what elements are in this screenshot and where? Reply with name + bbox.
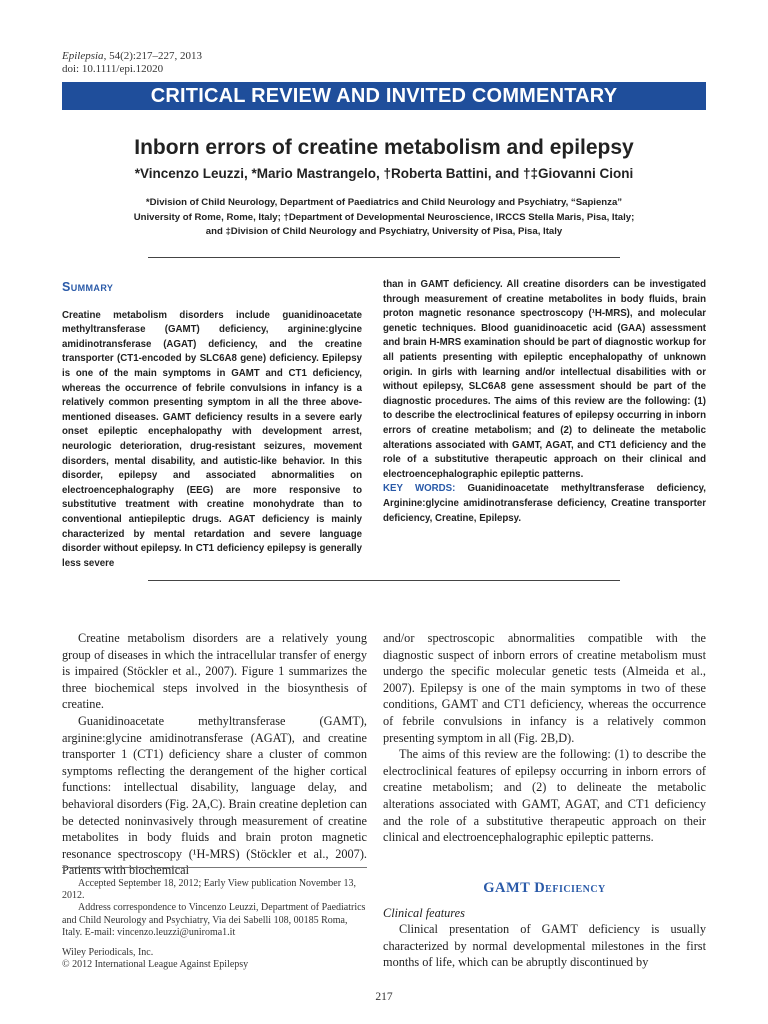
paragraph: Clinical presentation of GAMT deficiency is usually characterized by normal developmental milestones in the first months of life, which can be abruptly discontinued by	[383, 922, 706, 970]
journal-reference	[62, 50, 202, 76]
article-title: Inborn errors of creatine metabolism and epilepsy	[134, 136, 634, 159]
affiliation-line: *Division of Child Neurology, Department of Paediatrics and Child Neurology and Psychiatry, “Sapienza”	[145, 197, 623, 208]
doi: doi: 10.1111/epi.12020	[62, 63, 164, 75]
summary-heading: Summary	[62, 280, 114, 294]
section-banner: CRITICAL REVIEW AND INVITED COMMENTARY	[62, 82, 706, 110]
keywords	[383, 482, 706, 526]
footnote-divider	[62, 867, 367, 868]
paragraph: Guanidinoacetate methyltransferase (GAMT), arginine:glycine amidinotransferase (AGAT), and creatine transporter 1 (CT1) deficiency share a cluster of common symptoms reflecting the derangement of the higher cortical functions: intellectual disability, language delay, and behavioral disorders (Fig. 2A,C). Brain creatine depletion can be detected noninvasively through measurement of creatine metabolites in body fluids and brain proton magnetic resonance spectroscopy (¹H-MRS) (Stöckler et al., 2007). Patients with biochemical	[62, 713, 367, 878]
body-left-column	[62, 630, 367, 879]
affiliation-line: University of Rome, Rome, Italy; †Department of Developmental Neuroscience, IRCCS Stella Maris, Pisa, Italy;	[133, 211, 635, 223]
summary-left-column	[62, 280, 362, 571]
keywords-text: Guanidinoacetate methyltransferase deficiency, Arginine:glycine amidinotransferase deficiency, Creatine transporter deficiency, Creatine, Epilepsy.	[383, 483, 706, 524]
subsection-heading: Clinical features	[383, 906, 465, 920]
summary-text: Creatine metabolism disorders include guanidinoacetate methyltransferase (GAMT) deficiency, arginine:glycine amidinotransferase (AGAT) deficiency, and the creatine transporter (CT1-encoded by SLC6A8 gene) deficiency. Epilepsy is one of the main symptoms in GAMT and CT1 deficiency, whereas the occurrence of febrile convulsions in infancy is a relatively common presenting symptom in all the three above-mentioned diseases. GAMT deficiency results in a severe early onset epileptic encephalopathy with development arrest, neurologic deterioration, drug-resistant seizures, movement disorders, mental disability, and autistic-like behavior. In this disorder, epilepsy and associated abnormalities on electroencephalography (EEG) are more responsive to substitutive treatment with creatine monohydrate than to conventional antiepileptic drugs. AGAT deficiency is mainly characterized by mental retardation and severe language disorder without epilepsy. In CT1 deficiency epilepsy is generally less severe	[62, 309, 362, 569]
divider	[148, 580, 620, 581]
footnote-publisher: Wiley Periodicals, Inc.	[62, 947, 154, 959]
summary-text: than in GAMT deficiency. All creatine disorders can be investigated through measurement of creatine metabolites in body fluids, brain proton magnetic resonance spectroscopy (¹H-MRS), and molecular genetic techniques. Blood guanidinoacetic acid (GAA) assessment and brain H-MRS examination should be part of diagnostic workup for all patients presenting with epileptic encephalopathy of unknown origin. In girls with learning and/or intellectual disabilities with or without epilepsy, SLC6A8 gene assessment should be part of the diagnostic procedures. The aims of this review are the following: (1) to describe the electroclinical features of epilepsy occurring in inborn errors of creatine metabolism; and (2) to delineate the metabolic alterations associated with GAMT, AGAT, and CT1 deficiency and the role of a substitutive therapeutic approach on their clinical and electroencephalographic epileptic patterns.	[383, 279, 706, 480]
paragraph: The aims of this review are the following: (1) to describe the electroclinical features of epilepsy occurring in inborn errors of creatine metabolism; and (2) to delineate the metabolic alterations associated with GAMT, AGAT, and CT1 deficiency and the role of a substitutive therapeutic approach on their clinical and electroencephalographic epileptic patterns.	[383, 747, 706, 845]
footnote-accepted: Accepted September 18, 2012; Early View publication November 13, 2012.	[62, 878, 357, 902]
summary-right-column	[383, 278, 706, 526]
journal-citation: , 54(2):217–227, 2013	[103, 50, 202, 62]
page-number: 217	[375, 991, 393, 1003]
divider	[148, 257, 620, 258]
affiliation-line: and ‡Division of Child Neurology and Psychiatry, University of Pisa, Pisa, Italy	[205, 226, 563, 237]
footnote-address: Address correspondence to Vincenzo Leuzzi, Department of Paediatrics and Child Neurology and Psychiatry, Via dei Sabelli 108, 00185 Roma, Italy. E-mail: vincenzo.leuzzi@uniroma1.it	[62, 902, 366, 938]
footnote-copyright: © 2012 International League Against Epilepsy	[62, 959, 249, 971]
body-right-column	[383, 630, 706, 846]
keywords-label: KEY WORDS:	[383, 483, 468, 495]
paragraph: and/or spectroscopic abnormalities compatible with the diagnostic suspect of inborn errors of creatine metabolism must undergo the specific molecular genetic tests (Almeida et al., 2007). Epilepsy is one of the main symptoms in two of these conditions, GAMT and CT1 deficiency, whereas the occurrence of febrile convulsions in infancy is a relatively common presenting symptom in all (Fig. 2B,D).	[383, 631, 706, 745]
footnote	[62, 878, 367, 971]
affiliations	[62, 196, 706, 240]
journal-name: Epilepsia	[62, 50, 104, 62]
article-authors: *Vincenzo Leuzzi, *Mario Mastrangelo, †Roberta Battini, and †‡Giovanni Cioni	[134, 166, 634, 181]
section-heading: GAMT Deficiency	[483, 880, 606, 896]
paragraph: Creatine metabolism disorders are a relatively young group of diseases in which the intracellular transfer of energy is impaired (Stöckler et al., 2007). Figure 1 summarizes the three biochemical steps involved in the biosynthesis of creatine.	[62, 631, 367, 712]
